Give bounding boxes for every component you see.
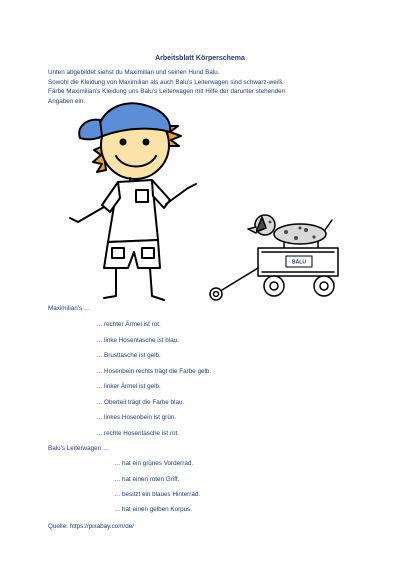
list-item: … hat einen roten Griff. bbox=[114, 476, 180, 483]
dog-balu bbox=[248, 215, 332, 252]
boy-eye-left bbox=[120, 139, 127, 146]
boy-leg-left bbox=[104, 268, 116, 298]
balu-heading: Balu’s Leiterwagen … bbox=[48, 445, 110, 452]
list-item: … Hosenbein rechts trägt die Farbe gelb. bbox=[96, 368, 212, 375]
wagon-label: BALU bbox=[292, 259, 306, 266]
list-item: … rechter Ärmel ist rot. bbox=[96, 321, 161, 328]
boy-arm-right bbox=[166, 184, 196, 204]
list-item: … linke Hosentasche ist blau. bbox=[96, 337, 179, 344]
intro-line: Unten abgebildet siehst du Maximilian und seinen Hund Balu. bbox=[48, 69, 220, 76]
list-item: … rechte Hosentasche ist rot. bbox=[96, 430, 179, 437]
list-item: … besitzt ein blaues Hinterrad. bbox=[114, 491, 201, 498]
list-item: … linkes Hosenbein ist grün. bbox=[96, 414, 177, 421]
list-item: … Brusttasche ist gelb. bbox=[96, 352, 161, 359]
dog-tail bbox=[325, 220, 332, 230]
boy-eye-right bbox=[143, 139, 150, 146]
maximilian-heading: Maximilian’s … bbox=[48, 305, 91, 312]
boy-short-pocket-left bbox=[112, 248, 124, 258]
list-item: … hat einen gelben Korpus. bbox=[114, 506, 193, 513]
intro-line: Färbe Maximilian’s Kleidung uns Balu’s Leiterwagen mit Hilfe der darunter stehenden bbox=[48, 88, 286, 96]
boy-cap-brim bbox=[79, 120, 102, 140]
list-item: … Oberteil trägt die Farbe blau. bbox=[96, 399, 185, 406]
boy-short-pocket-right bbox=[142, 248, 154, 258]
intro-line: Sowohl die Kleidung von Maximilian als auch Balu’s Leiterwagen sind schwarz-weiß. bbox=[48, 78, 284, 86]
boy-breast-pocket bbox=[136, 190, 148, 202]
boy-figure bbox=[70, 103, 196, 300]
source-note: Quelle: https://pixabay.com/de/ bbox=[48, 523, 134, 530]
list-item: … hat ein grünes Vorderrad. bbox=[114, 460, 194, 467]
list-item: … linker Ärmel ist gelb. bbox=[96, 383, 161, 390]
wagon-handle bbox=[222, 268, 258, 290]
boy-arm-left bbox=[70, 207, 104, 222]
page-title: Arbeitsblatt Körperschema bbox=[155, 55, 245, 62]
boy-leg-right bbox=[150, 268, 164, 300]
intro-line: Angaben ein. bbox=[48, 97, 86, 105]
dog-snout bbox=[248, 227, 256, 233]
wagon-and-dog bbox=[210, 215, 338, 300]
